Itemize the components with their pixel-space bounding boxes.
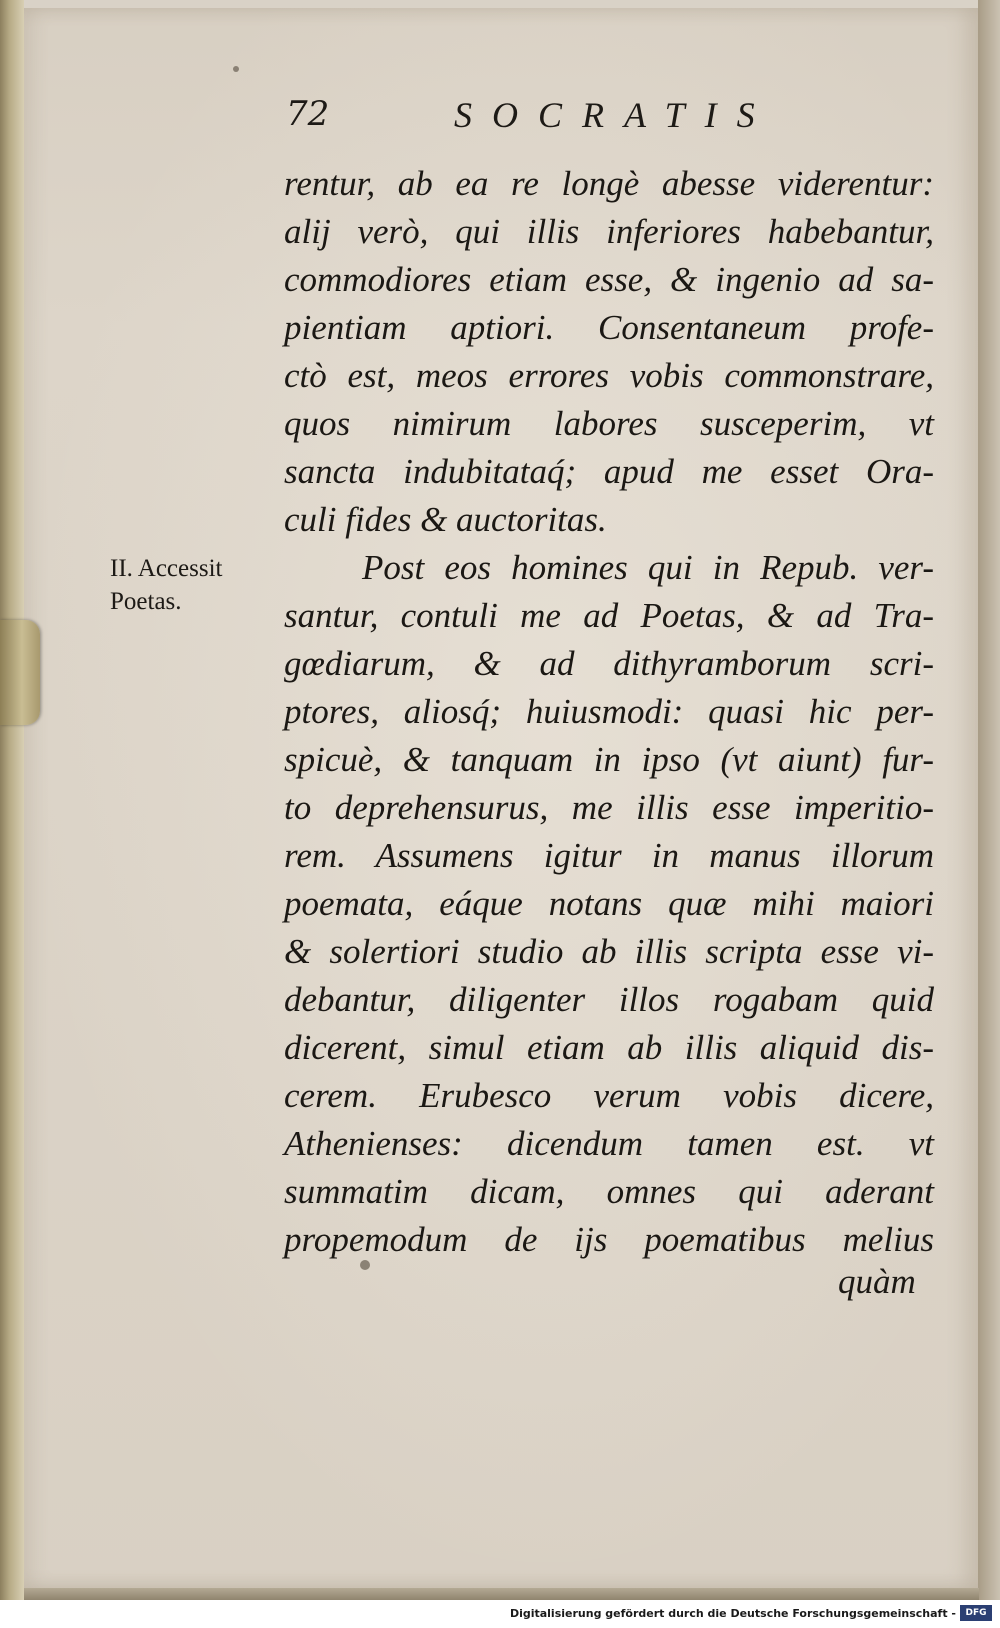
margin-note-line: II. Accessit [110, 555, 223, 582]
text-line: santur, contuli me ad Poetas, & ad Tra- [284, 596, 934, 635]
text-line: culi fides & auctoritas. [284, 500, 607, 539]
text-line: gœdiarum, & ad dithyramborum scri- [284, 644, 934, 683]
text-line: poemata, eáque notans quæ mihi maiori [284, 884, 934, 923]
book-edge-bottom [24, 1588, 979, 1600]
book-edge-right [978, 0, 1000, 1600]
text-line: commodiores etiam esse, & ingenio ad sa- [284, 260, 934, 299]
margin-note-line: Poetas. [110, 588, 182, 615]
text-line: debantur, diligenter illos rogabam quid [284, 980, 934, 1019]
text-line: & solertiori studio ab illis scripta esse vi- [284, 932, 934, 971]
margin-note [110, 552, 270, 618]
text-line: cerem. Erubesco verum vobis dicere, [284, 1076, 934, 1115]
text-line: alij verò, qui illis inferiores habebantur, [284, 212, 934, 251]
text-line: spicuè, & tanquam in ipso (vt aiunt) fur- [284, 740, 934, 779]
text-line: Post eos homines qui in Repub. ver- [362, 548, 934, 587]
text-line: Athenienses: dicendum tamen est. vt [284, 1124, 934, 1163]
text-line: dicerent, simul etiam ab illis aliquid dis- [284, 1028, 934, 1067]
text-line: summatim dicam, omnes qui aderant [284, 1172, 934, 1211]
page-header [286, 94, 966, 138]
page-number: 72 [286, 94, 330, 134]
dfg-logo-icon: DFG [960, 1605, 992, 1621]
text-line: quos nimirum labores susceperim, vt [284, 404, 934, 443]
running-title: SOCRATIS [454, 95, 775, 135]
text-line: propemodum de ijs poematibus melius [284, 1220, 934, 1259]
book-edge-left [0, 0, 24, 1600]
text-line: pientiam aptiori. Consentaneum profe- [284, 308, 934, 347]
catchword: quàm [838, 1262, 916, 1301]
text-line: rentur, ab ea re longè abesse viderentur: [284, 164, 934, 203]
text-line: rem. Assumens igitur in manus illorum [284, 836, 934, 875]
ink-spot [233, 66, 239, 72]
binding-tab [0, 620, 40, 725]
text-line: ctò est, meos errores vobis commonstrare, [284, 356, 934, 395]
footer-credit: Digitalisierung gefördert durch die Deutsche Forschungsgemeinschaft - [509, 1607, 956, 1620]
text-line: ptores, aliosq́; huiusmodi: quasi hic per- [284, 692, 934, 731]
text-line: to deprehensurus, me illis esse imperitio- [284, 788, 934, 827]
text-line: sancta indubitataq́; apud me esset Ora- [284, 452, 934, 491]
body-text [284, 160, 934, 1264]
